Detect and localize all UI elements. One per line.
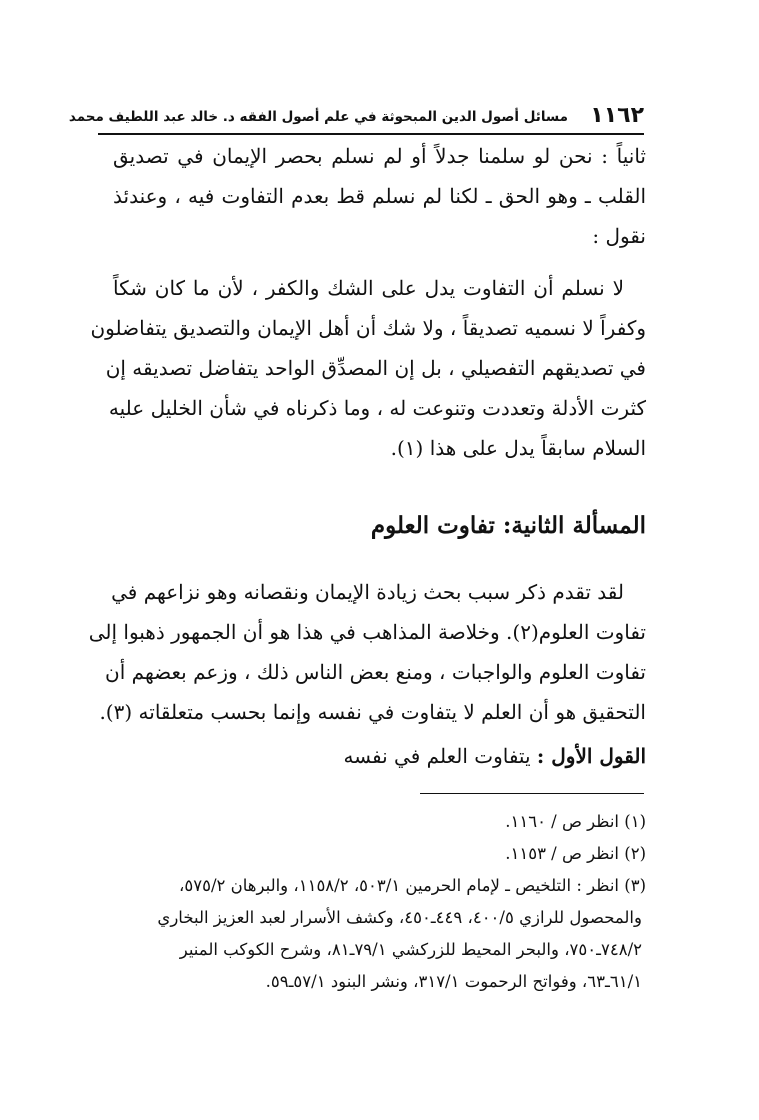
- text-line: السلام سابقاً يدل على هذا (١).: [390, 436, 646, 460]
- footnotes: [113, 806, 646, 998]
- page-number: ١١٦٢: [590, 103, 644, 128]
- text-line: لقد تقدم ذكر سبب بحث زيادة الإيمان ونقصانه وهو نزاعهم في: [111, 580, 624, 604]
- footnote-continuation: ٦١/١ـ٦٣، وفواتح الرحموت ٣١٧/١، ونشر البنود ٥٧/١ـ٥٩.: [265, 972, 642, 991]
- text-line: التحقيق هو أن العلم لا يتفاوت في نفسه وإنما بحسب متعلقاته (٣).: [99, 700, 646, 724]
- text-line: لا نسلم أن التفاوت يدل على الشك والكفر ، لأن ما كان شكاً: [113, 276, 624, 300]
- footnote-continuation: ٧٤٨/٢ـ٧٥٠، والبحر المحيط للزركشي ٧٩/١ـ٨١، وشرح الكوكب المنير: [179, 940, 642, 959]
- sub-heading-text: يتفاوت العلم في نفسه: [343, 744, 531, 768]
- sub-heading: [343, 736, 646, 776]
- paragraph-3: [88, 572, 646, 732]
- text-line: نقول :: [592, 224, 646, 248]
- footnote-continuation: والمحصول للرازي ٤٠٠/٥، ٤٤٩ـ٤٥٠، وكشف الأسرار لعبد العزيز البخاري: [157, 908, 642, 927]
- footnote-separator: [420, 793, 644, 794]
- paragraph-1: [113, 136, 646, 256]
- paragraph-2: [90, 268, 646, 468]
- text-line: تفاوت العلوم والواجبات ، ومنع بعض الناس ذلك ، وزعم بعضهم أن: [105, 660, 646, 684]
- footnote: (١) انظر ص / ١١٦٠.: [505, 812, 646, 831]
- footnote: (٢) انظر ص / ١١٥٣.: [505, 844, 646, 863]
- sub-heading-lead: القول الأول :: [536, 744, 646, 768]
- text-line: كثرت الأدلة وتعددت وتنوعت له ، وما ذكرناه في شأن الخليل عليه: [108, 396, 646, 420]
- text-line: القلب ـ وهو الحق ـ لكنا لم نسلم قط بعدم التفاوت فيه ، وعندئذ: [113, 184, 646, 208]
- section-heading: المسألة الثانية: تفاوت العلوم: [370, 512, 646, 539]
- page-header: [68, 103, 644, 135]
- text-line: ثانياً : نحن لو سلمنا جدلاً أو لم نسلم بحصر الإيمان في تصديق: [113, 144, 646, 168]
- text-line: تفاوت العلوم(٢). وخلاصة المذاهب في هذا هو أن الجمهور ذهبوا إلى: [88, 620, 646, 644]
- text-line: وكفراً لا نسميه تصديقاً ، ولا شك أن أهل الإيمان والتصديق يتفاضلون: [90, 316, 646, 340]
- text-line: في تصديقهم التفصيلي ، بل إن المصدِّق الواحد يتفاضل تصديقه إن: [105, 356, 646, 380]
- footnote: (٣) انظر : التلخيص ـ لإمام الحرمين ٥٠٣/١، ١١٥٨/٢، والبرهان ٥٧٥/٢،: [179, 876, 646, 895]
- running-head: مسائل أصول الدين المبحوثة في علم أصول الفقه د. خالد عبد اللطيف محمد: [68, 109, 568, 125]
